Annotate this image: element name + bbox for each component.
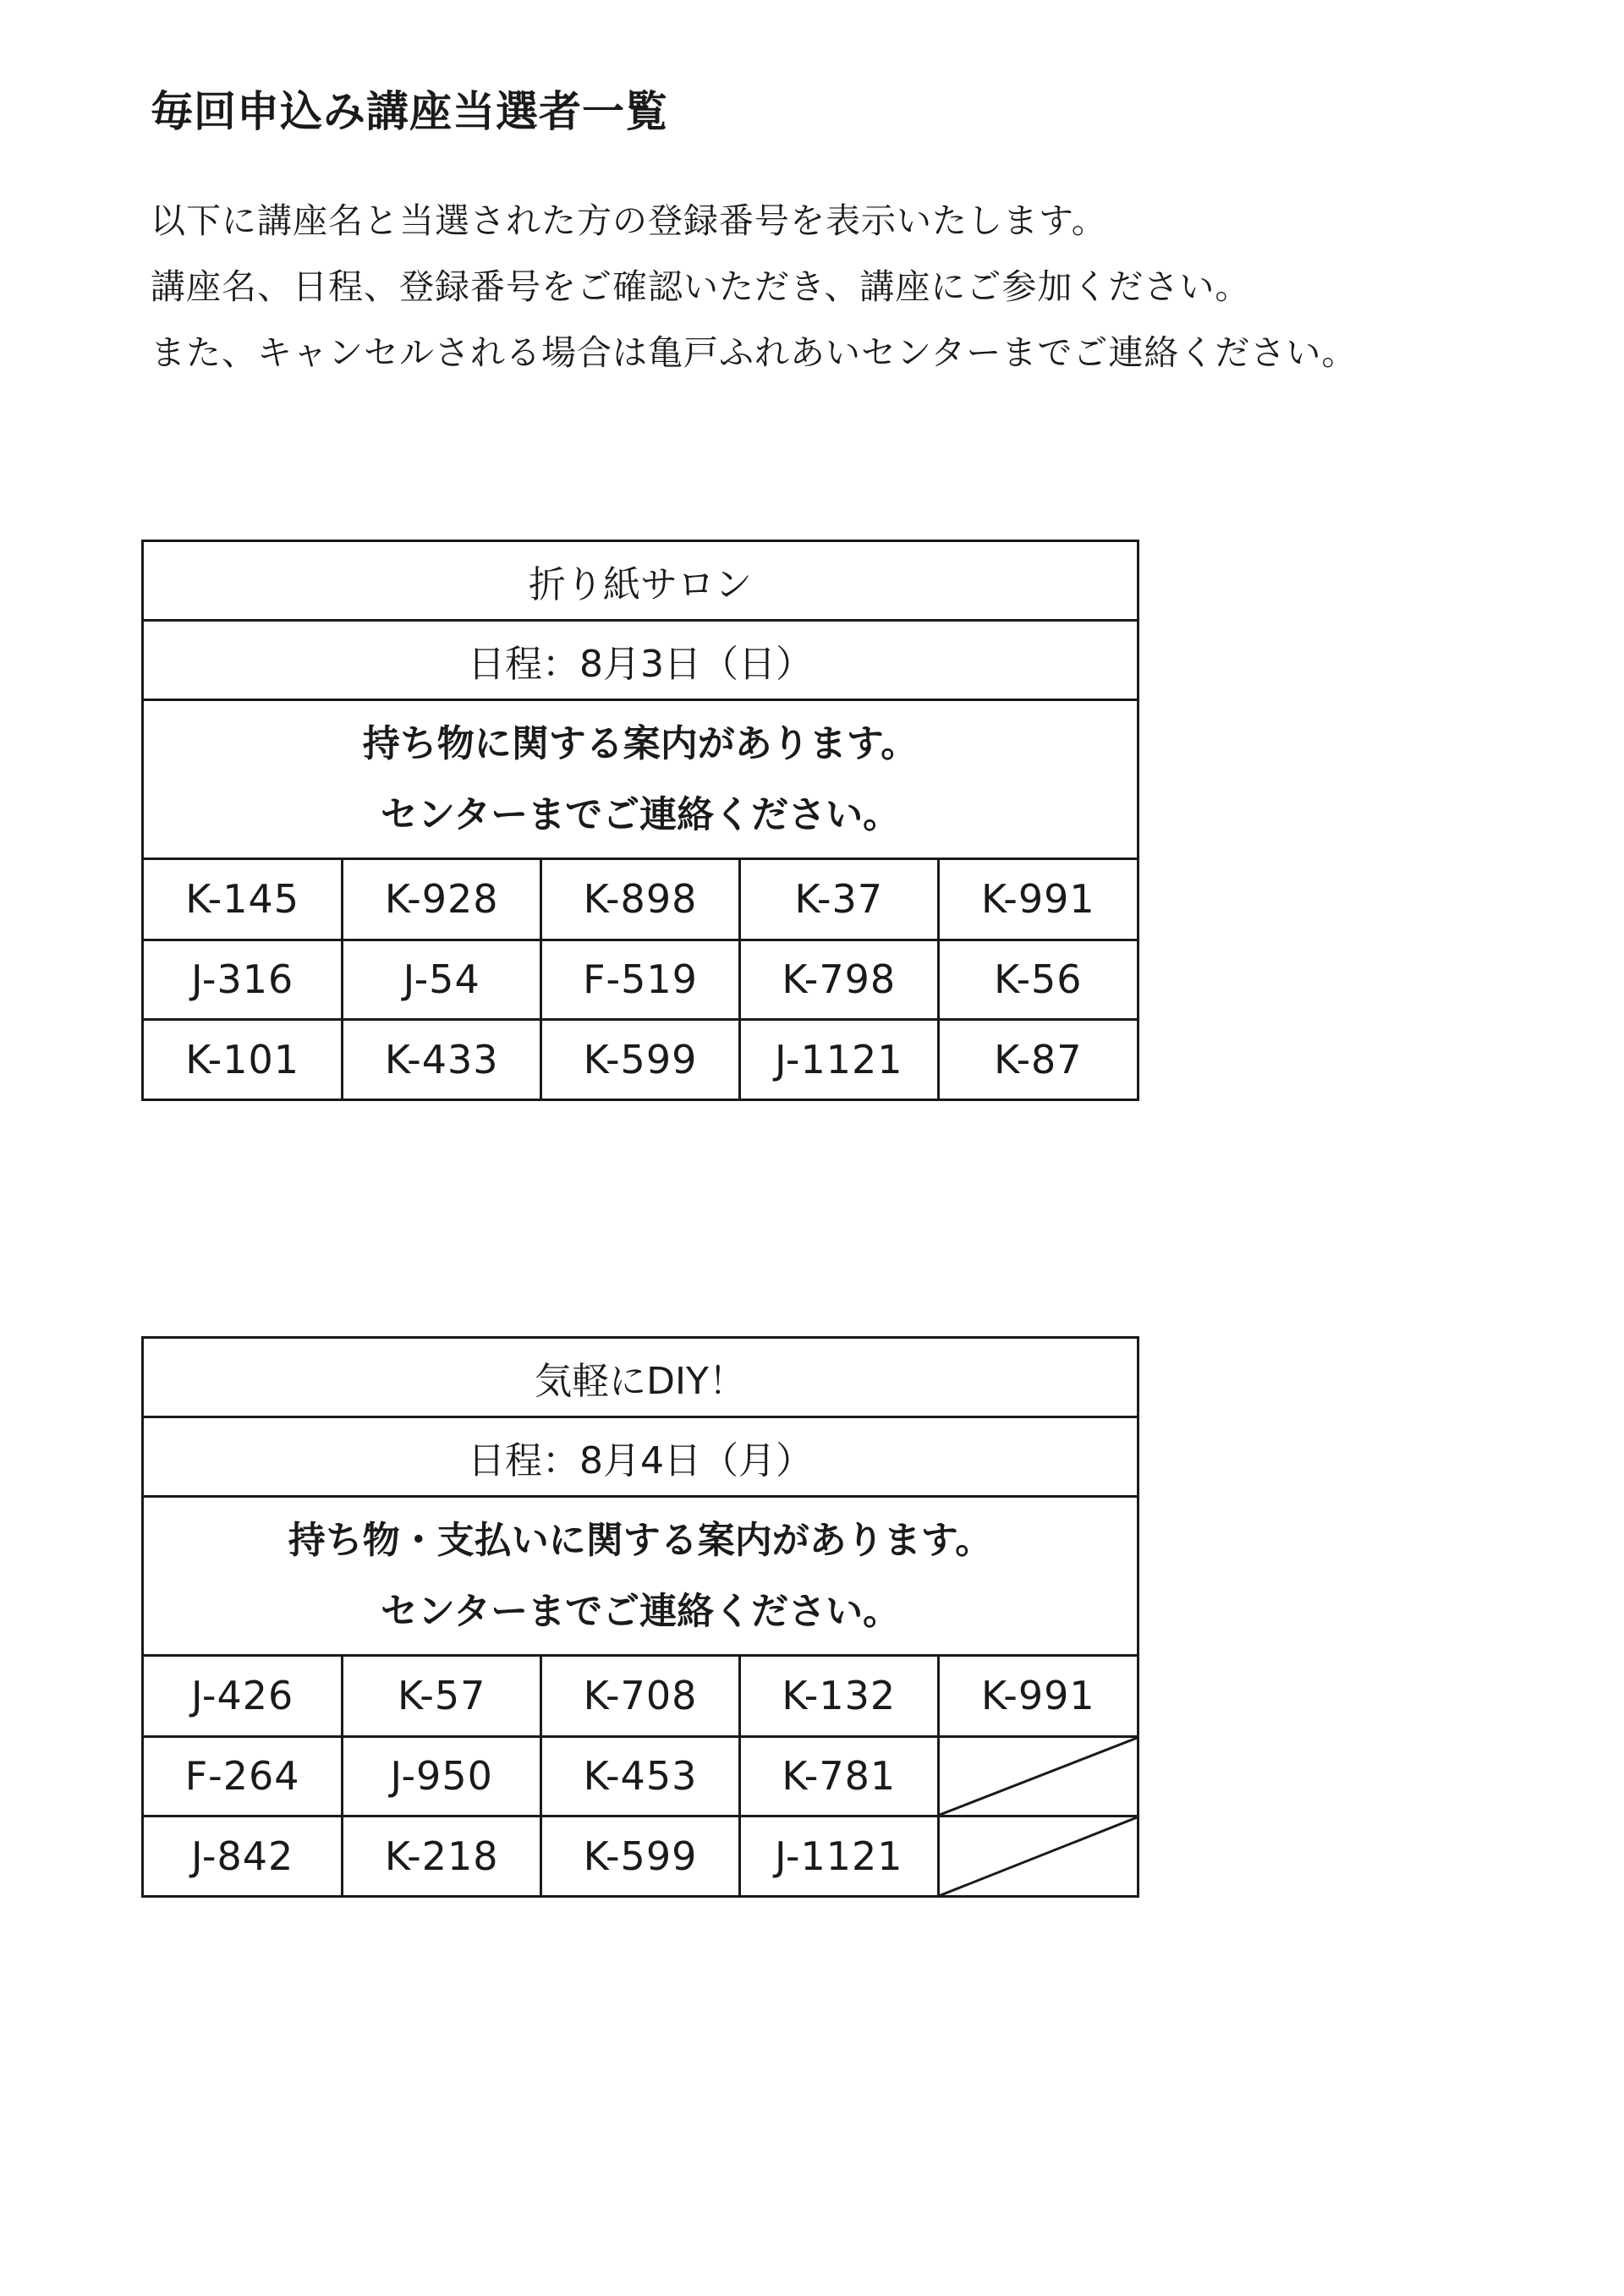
registration-number: J-1121 [739, 1019, 938, 1099]
notice-line: センターまでご連絡ください。 [380, 792, 901, 836]
registration-number: J-842 [144, 1816, 343, 1895]
course-table-origami [141, 540, 1139, 1101]
registration-number: K-781 [739, 1736, 938, 1816]
registration-number: K-37 [739, 860, 938, 940]
registration-number: K-87 [994, 1036, 1083, 1082]
registration-number: K-599 [541, 1019, 740, 1099]
registration-number: K-599 [541, 1816, 740, 1895]
course-table-diy [141, 1336, 1139, 1898]
registration-number: K-798 [739, 940, 938, 1019]
table-row [144, 1816, 1137, 1895]
winners-grid [144, 860, 1137, 1099]
winners-grid [144, 1657, 1137, 1895]
registration-number: K-928 [343, 860, 541, 940]
registration-number: F-264 [144, 1736, 343, 1816]
course-name: 気軽にDIY！ [144, 1339, 1137, 1418]
page-title: 毎回申込み講座当選者一覧 [151, 87, 668, 136]
table-row [144, 1657, 1137, 1736]
registration-number: K-56 [938, 940, 1137, 1019]
registration-number: J-950 [343, 1736, 541, 1816]
registration-number: K-132 [739, 1657, 938, 1736]
intro-line: また、キャンセルされる場合は亀戸ふれあいセンターまでご連絡ください。 [151, 332, 1358, 373]
diagonal-slash [940, 1738, 1137, 1815]
intro-line: 以下に講座名と当選された方の登録番号を表示いたします。 [151, 200, 1107, 241]
registration-number: K-433 [343, 1019, 541, 1099]
registration-number: K-898 [541, 860, 740, 940]
course-name: 折り紙サロン [144, 542, 1137, 622]
registration-number: K-57 [343, 1657, 541, 1736]
registration-number: J-1121 [739, 1816, 938, 1895]
intro-line: 講座名、日程、登録番号をご確認いただき、講座にご参加ください。 [151, 266, 1251, 307]
diagonal-slash [940, 1817, 1137, 1896]
course-notice [144, 1498, 1137, 1657]
notice-line: センターまでご連絡ください。 [380, 1589, 901, 1633]
table-row [144, 1736, 1137, 1816]
empty-cell [938, 1736, 1137, 1816]
registration-number: J-54 [343, 940, 541, 1019]
registration-number: K-218 [343, 1816, 541, 1895]
registration-number: K-453 [541, 1736, 740, 1816]
registration-number: K-145 [144, 860, 343, 940]
table-row [144, 860, 1137, 940]
registration-number: J-316 [144, 940, 343, 1019]
table-row [144, 940, 1137, 1019]
registration-number: K-991 [938, 860, 1137, 940]
course-notice [144, 701, 1137, 860]
intro-text [151, 188, 1357, 386]
registration-number: K-991 [938, 1657, 1137, 1736]
registration-number: K-101 [144, 1019, 343, 1099]
course-schedule: 日程：8月4日（月） [144, 1418, 1137, 1498]
table-row [144, 1019, 1137, 1099]
course-schedule: 日程：8月3日（日） [144, 622, 1137, 701]
registration-number: F-519 [541, 940, 740, 1019]
registration-number: K-708 [541, 1657, 740, 1736]
registration-number: J-426 [144, 1657, 343, 1736]
notice-line: 持ち物に関する案内があります。 [362, 721, 919, 765]
empty-cell [938, 1816, 1137, 1895]
notice-line: 持ち物・支払いに関する案内があります。 [288, 1518, 993, 1562]
